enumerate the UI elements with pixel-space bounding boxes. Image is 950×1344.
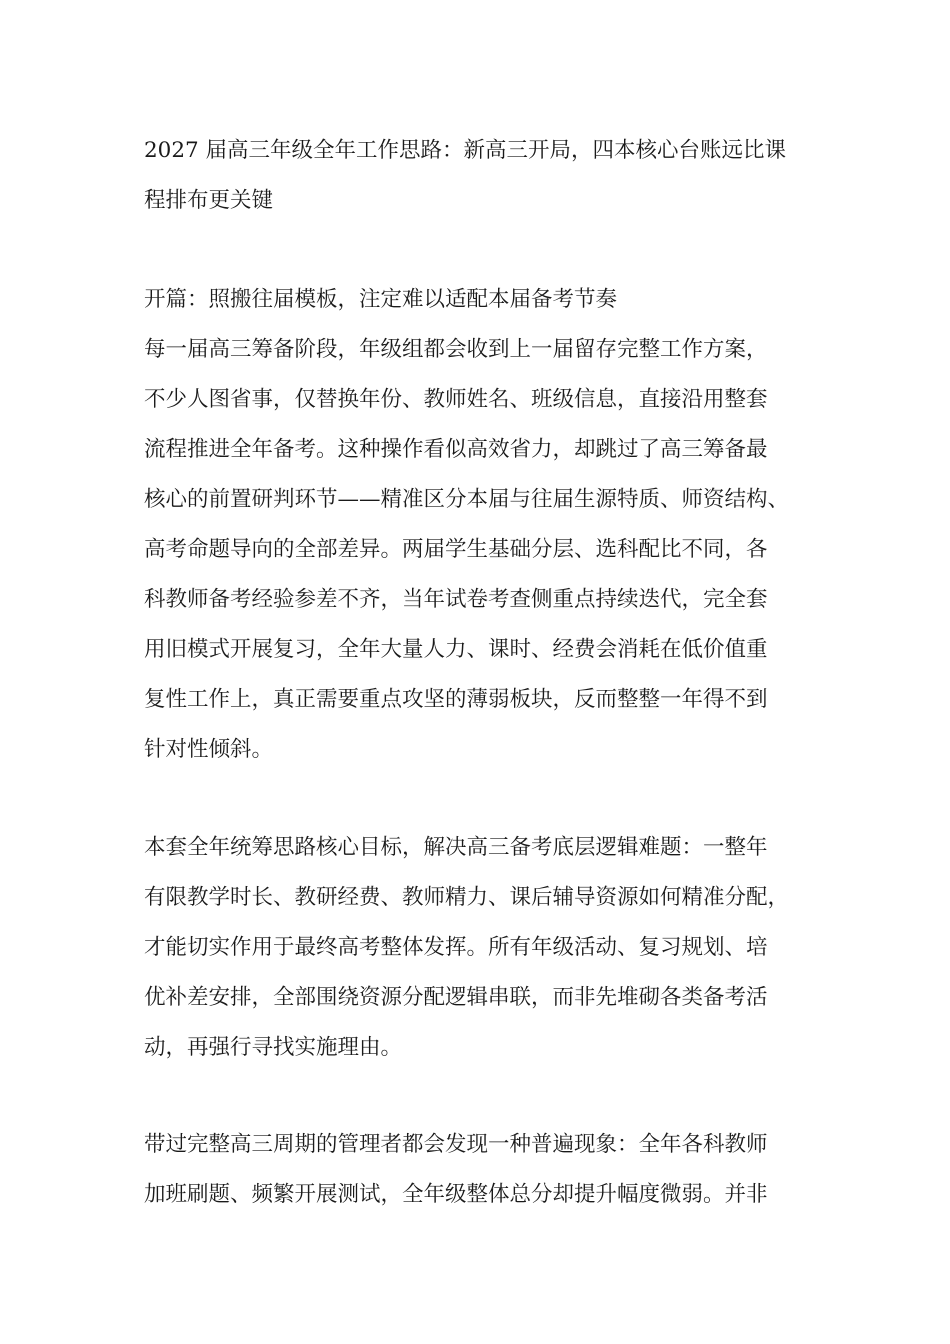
paragraph-observation: [144, 1120, 824, 1220]
title-line: 2027 届高三年级全年工作思路：新高三开局，四本核心台账远比课: [144, 138, 787, 163]
paragraph-line: 用旧模式开展复习，全年大量人力、课时、经费会消耗在低价值重: [144, 637, 768, 662]
paragraph-goal: [144, 823, 824, 1073]
paragraph-line: 高考命题导向的全部差异。两届学生基础分层、选科配比不同，各: [144, 537, 768, 562]
paragraph-line: 有限教学时长、教研经费、教师精力、课后辅导资源如何精准分配，: [144, 885, 790, 910]
paragraph-line: 加班刷题、频繁开展测试，全年级整体总分却提升幅度微弱。并非: [144, 1182, 768, 1207]
paragraph-line: 动，再强行寻找实施理由。: [144, 1035, 403, 1060]
paragraph-line: 核心的前置研判环节——精准区分本届与往届生源特质、师资结构、: [144, 487, 790, 512]
paragraph-line: 流程推进全年备考。这种操作看似高效省力，却跳过了高三筹备最: [144, 437, 768, 462]
paragraph-line: 才能切实作用于最终高考整体发挥。所有年级活动、复习规划、培: [144, 935, 768, 960]
document-title: [144, 126, 824, 226]
paragraph-line: 带过完整高三周期的管理者都会发现一种普遍现象：全年各科教师: [144, 1132, 768, 1157]
paragraph-line: 科教师备考经验参差不齐，当年试卷考查侧重点持续迭代，完全套: [144, 587, 768, 612]
paragraph-line: 不少人图省事，仅替换年份、教师姓名、班级信息，直接沿用整套: [144, 387, 768, 412]
paragraph-line: 优补差安排，全部围绕资源分配逻辑串联，而非先堆砌各类备考活: [144, 985, 768, 1010]
paragraph-opening: [144, 275, 824, 775]
paragraph-line: 针对性倾斜。: [144, 737, 274, 762]
section-heading: 开篇：照搬往届模板，注定难以适配本届备考节奏: [144, 287, 618, 312]
paragraph-line: 本套全年统筹思路核心目标，解决高三备考底层逻辑难题：一整年: [144, 835, 768, 860]
title-line: 程排布更关键: [144, 188, 274, 213]
paragraph-line: 每一届高三筹备阶段，年级组都会收到上一届留存完整工作方案，: [144, 337, 768, 362]
paragraph-line: 复性工作上，真正需要重点攻坚的薄弱板块，反而整整一年得不到: [144, 687, 768, 712]
